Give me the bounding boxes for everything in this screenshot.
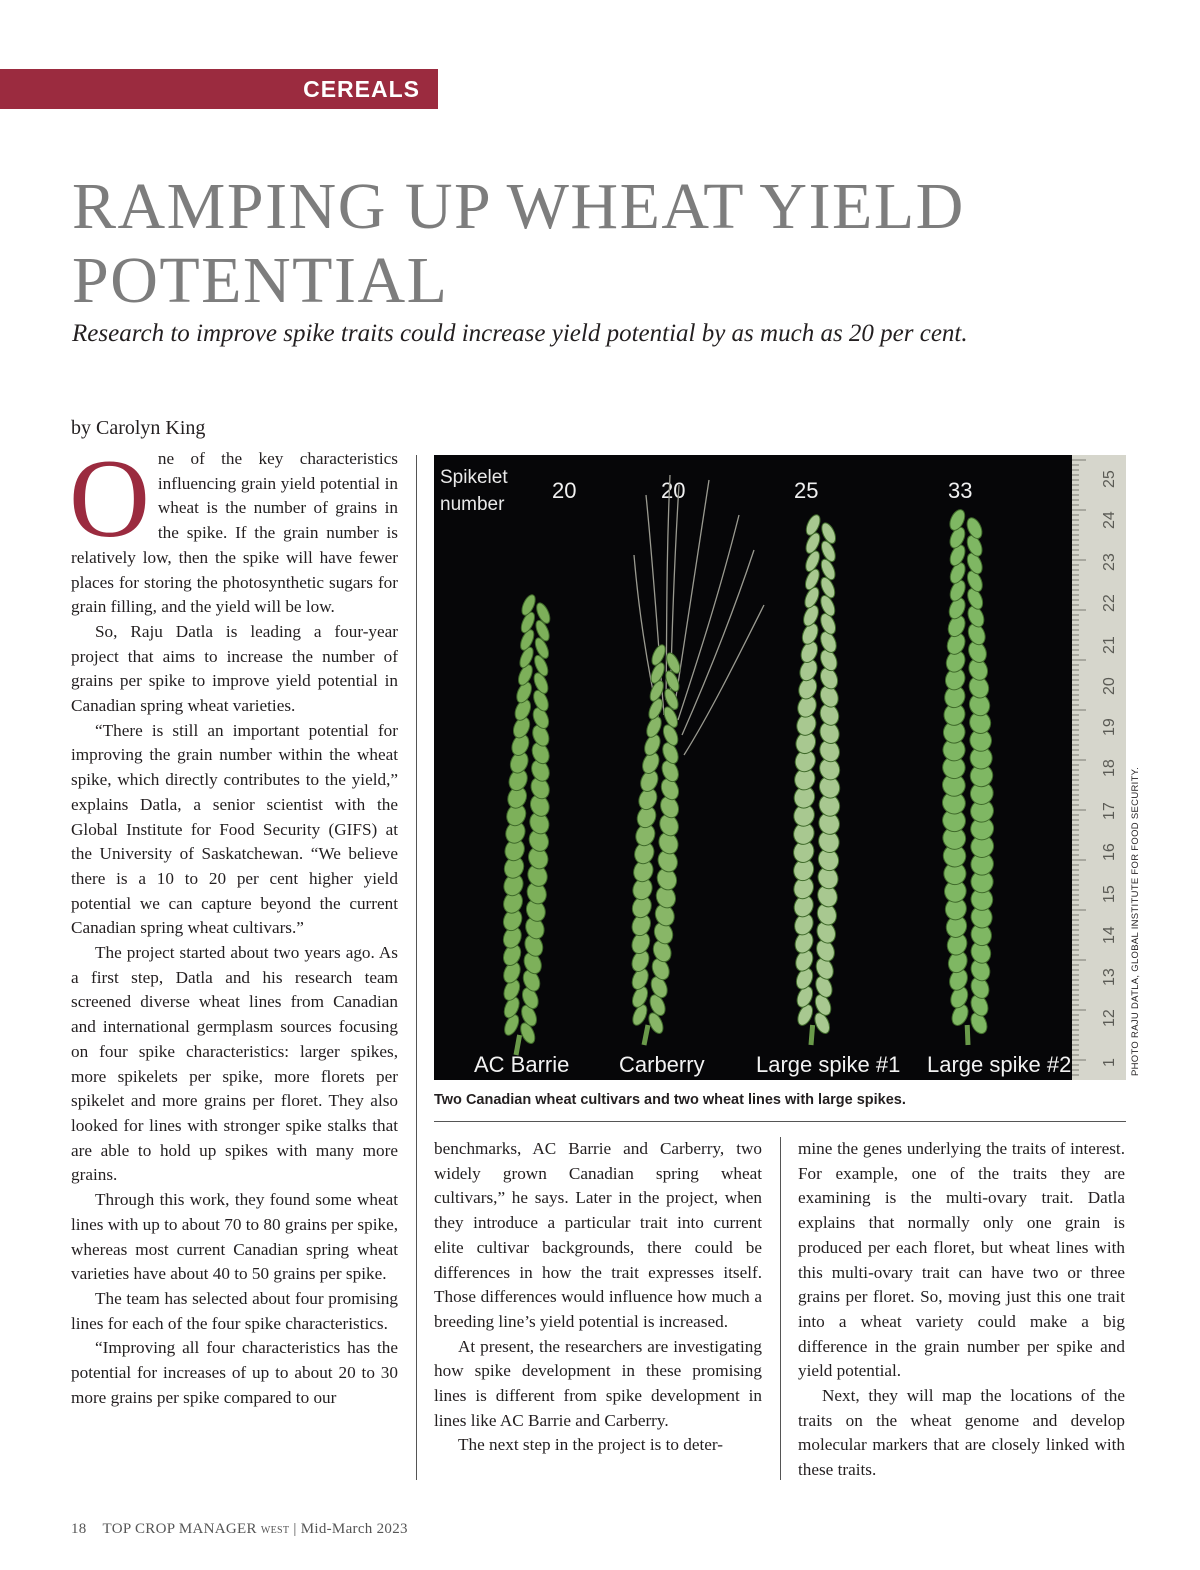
article-deck: Research to improve spike traits could increase yield potential by as much as 20 per cent.: [72, 320, 968, 347]
wheat-spike: [500, 593, 553, 1055]
page-footer: [71, 1521, 408, 1538]
ruler-number: 20: [1101, 677, 1118, 695]
paragraph-9-continued: mine the genes underlying the traits of interest. For example, one of the traits they are examining is the multi-ovary trait. Datla explains that normally only one grain is produced per each floret, but wheat lines with this multi-ovary trait can have two or three grains per floret. So, moving just this one trait into a wheat variety could make a big difference in the grain number per spike and yield potential.: [798, 1139, 1125, 1381]
magazine-name: TOP CROP MANAGER: [102, 1521, 257, 1537]
spike-2-count: 20: [661, 478, 686, 503]
wheat-spike: [629, 643, 683, 1045]
ruler-number: 12: [1101, 1009, 1118, 1027]
spikelet: [818, 575, 837, 600]
page-number: 18: [71, 1521, 87, 1537]
ruler-number: 16: [1101, 843, 1118, 861]
ruler-number: 17: [1101, 802, 1118, 820]
column-divider-2: [780, 1137, 781, 1480]
ruler-number: 22: [1101, 594, 1118, 612]
spikelet: [818, 557, 837, 582]
paragraph-1: One of the key characteristics influencing grain yield potential in wheat is the number of grains in the spike. If the grain number is relatively low, then the spike will have fewer places for storing the photosynthetic sugars for grain filling, and the yield will be low.: [69, 437, 398, 617]
wheat-spikes-illustration: [434, 455, 1126, 1080]
wheat-spike: [790, 513, 843, 1045]
ruler-number: 21: [1101, 636, 1118, 654]
spikelet: [964, 516, 985, 541]
ruler-number: 24: [1101, 511, 1118, 529]
ruler-number: 15: [1101, 885, 1118, 903]
spike-2-label: Carberry: [619, 1052, 705, 1077]
section-label: CEREALS: [303, 75, 420, 102]
paragraph-7-continued: benchmarks, AC Barrie and Carberry, two widely grown Canadian spring wheat cultivars,” he says. Later in the project, when they introduce a particular trait into current elite cultivar backgrounds, there could be differences in how the trait expresses itself. Those differences would influence how much a breeding line’s yield potential is increased.: [434, 1139, 762, 1331]
spike-4-count: 33: [948, 478, 973, 503]
ruler-number: 25: [1101, 470, 1118, 488]
spike-4-label: Large spike #2: [927, 1052, 1072, 1077]
ruler-number: 14: [1101, 926, 1118, 944]
spike-1-count: 20: [552, 478, 577, 503]
caption-rule: [434, 1121, 1126, 1122]
ruler-number: 19: [1101, 718, 1118, 736]
paragraph-4: The project started about two years ago. As a first step, Datla and his research team screened diverse wheat lines from Canadian and international germplasm sources focusing on four spike characteristics: larger spikes, more spikelets per spike, more florets per spikelet and more grains per floret. They also looked for lines with stronger spike stalks that are able to hold up spikes with many more grains.: [71, 943, 398, 1185]
spikelet: [819, 521, 838, 546]
paragraph-6: The team has selected about four promising lines for each of the four spike characteristics.: [71, 1288, 398, 1333]
paragraph-9: The next step in the project is to deter-: [458, 1435, 724, 1455]
spikelet: [803, 513, 822, 538]
spikelet: [519, 593, 538, 617]
ruler-number: 23: [1101, 553, 1118, 571]
spikelet-label-line1: Spikelet: [440, 467, 508, 488]
paragraph-2: So, Raju Datla is leading a four-year project that aims to increase the number of grains per spike to improve yield potential in Canadian spring wheat varieties.: [71, 621, 398, 716]
ruler-number: 13: [1101, 968, 1118, 986]
section-tag: [0, 69, 438, 109]
wheat-spike: [939, 507, 997, 1045]
spike-3-label: Large spike #1: [756, 1052, 901, 1077]
paragraph-3: “There is still an important potential for improving the grain number within the wheat spike, which directly contributes to the yield,” explains Datla, a senior scientist with the Global Institute for Food Security (GIFS) at the University of Saskatchewan. “We believe there is a 10 to 20 per cent higher yield potential we can capture beyond the current Canadian spring wheat cultivars.”: [71, 720, 398, 938]
spikelet: [649, 643, 668, 667]
spikelet: [819, 539, 838, 564]
column-2: [434, 1137, 762, 1458]
figure-caption: Two Canadian wheat cultivars and two wheat lines with large spikes.: [434, 1092, 906, 1108]
wheat-spikes-photo: [434, 455, 1126, 1080]
column-3: [798, 1137, 1125, 1483]
spike-3-count: 25: [794, 478, 819, 503]
photo-credit: PHOTO RAJU DATLA, GLOBAL INSTITUTE FOR FOOD SECURITY.: [1130, 766, 1141, 1076]
paragraph-10: Next, they will map the locations of the traits on the wheat genome and develop molecular markers that are closely linked with these traits.: [798, 1386, 1125, 1480]
spike-1-label: AC Barrie: [474, 1052, 570, 1077]
magazine-edition: WEST: [260, 1525, 290, 1536]
issue-date: | Mid-March 2023: [293, 1521, 408, 1537]
spikelet-label-line2: number: [440, 494, 505, 515]
article-headline: RAMPING UP WHEAT YIELD POTENTIAL: [72, 170, 965, 317]
column-1: [69, 437, 398, 1485]
paragraph-8: At present, the researchers are investigating how spike development in these promising lines is different from spike development in lines like AC Barrie and Carberry.: [434, 1336, 762, 1430]
drop-cap: O: [69, 437, 150, 561]
column-divider-1: [416, 455, 417, 1480]
ruler-number: 18: [1101, 759, 1118, 777]
paragraph-5: Through this work, they found some wheat lines with up to about 70 to 80 grains per spike, whereas most current Canadian spring wheat varieties have about 40 to 50 grains per spike.: [71, 1190, 398, 1284]
ruler-number: 1: [1101, 1058, 1118, 1067]
spikelet: [947, 507, 968, 532]
byline: by Carolyn King: [71, 417, 206, 439]
paragraph-7: “Improving all four characteristics has the potential for increases of up to about 20 to 30 more grains per spike compared to our: [71, 1338, 398, 1407]
